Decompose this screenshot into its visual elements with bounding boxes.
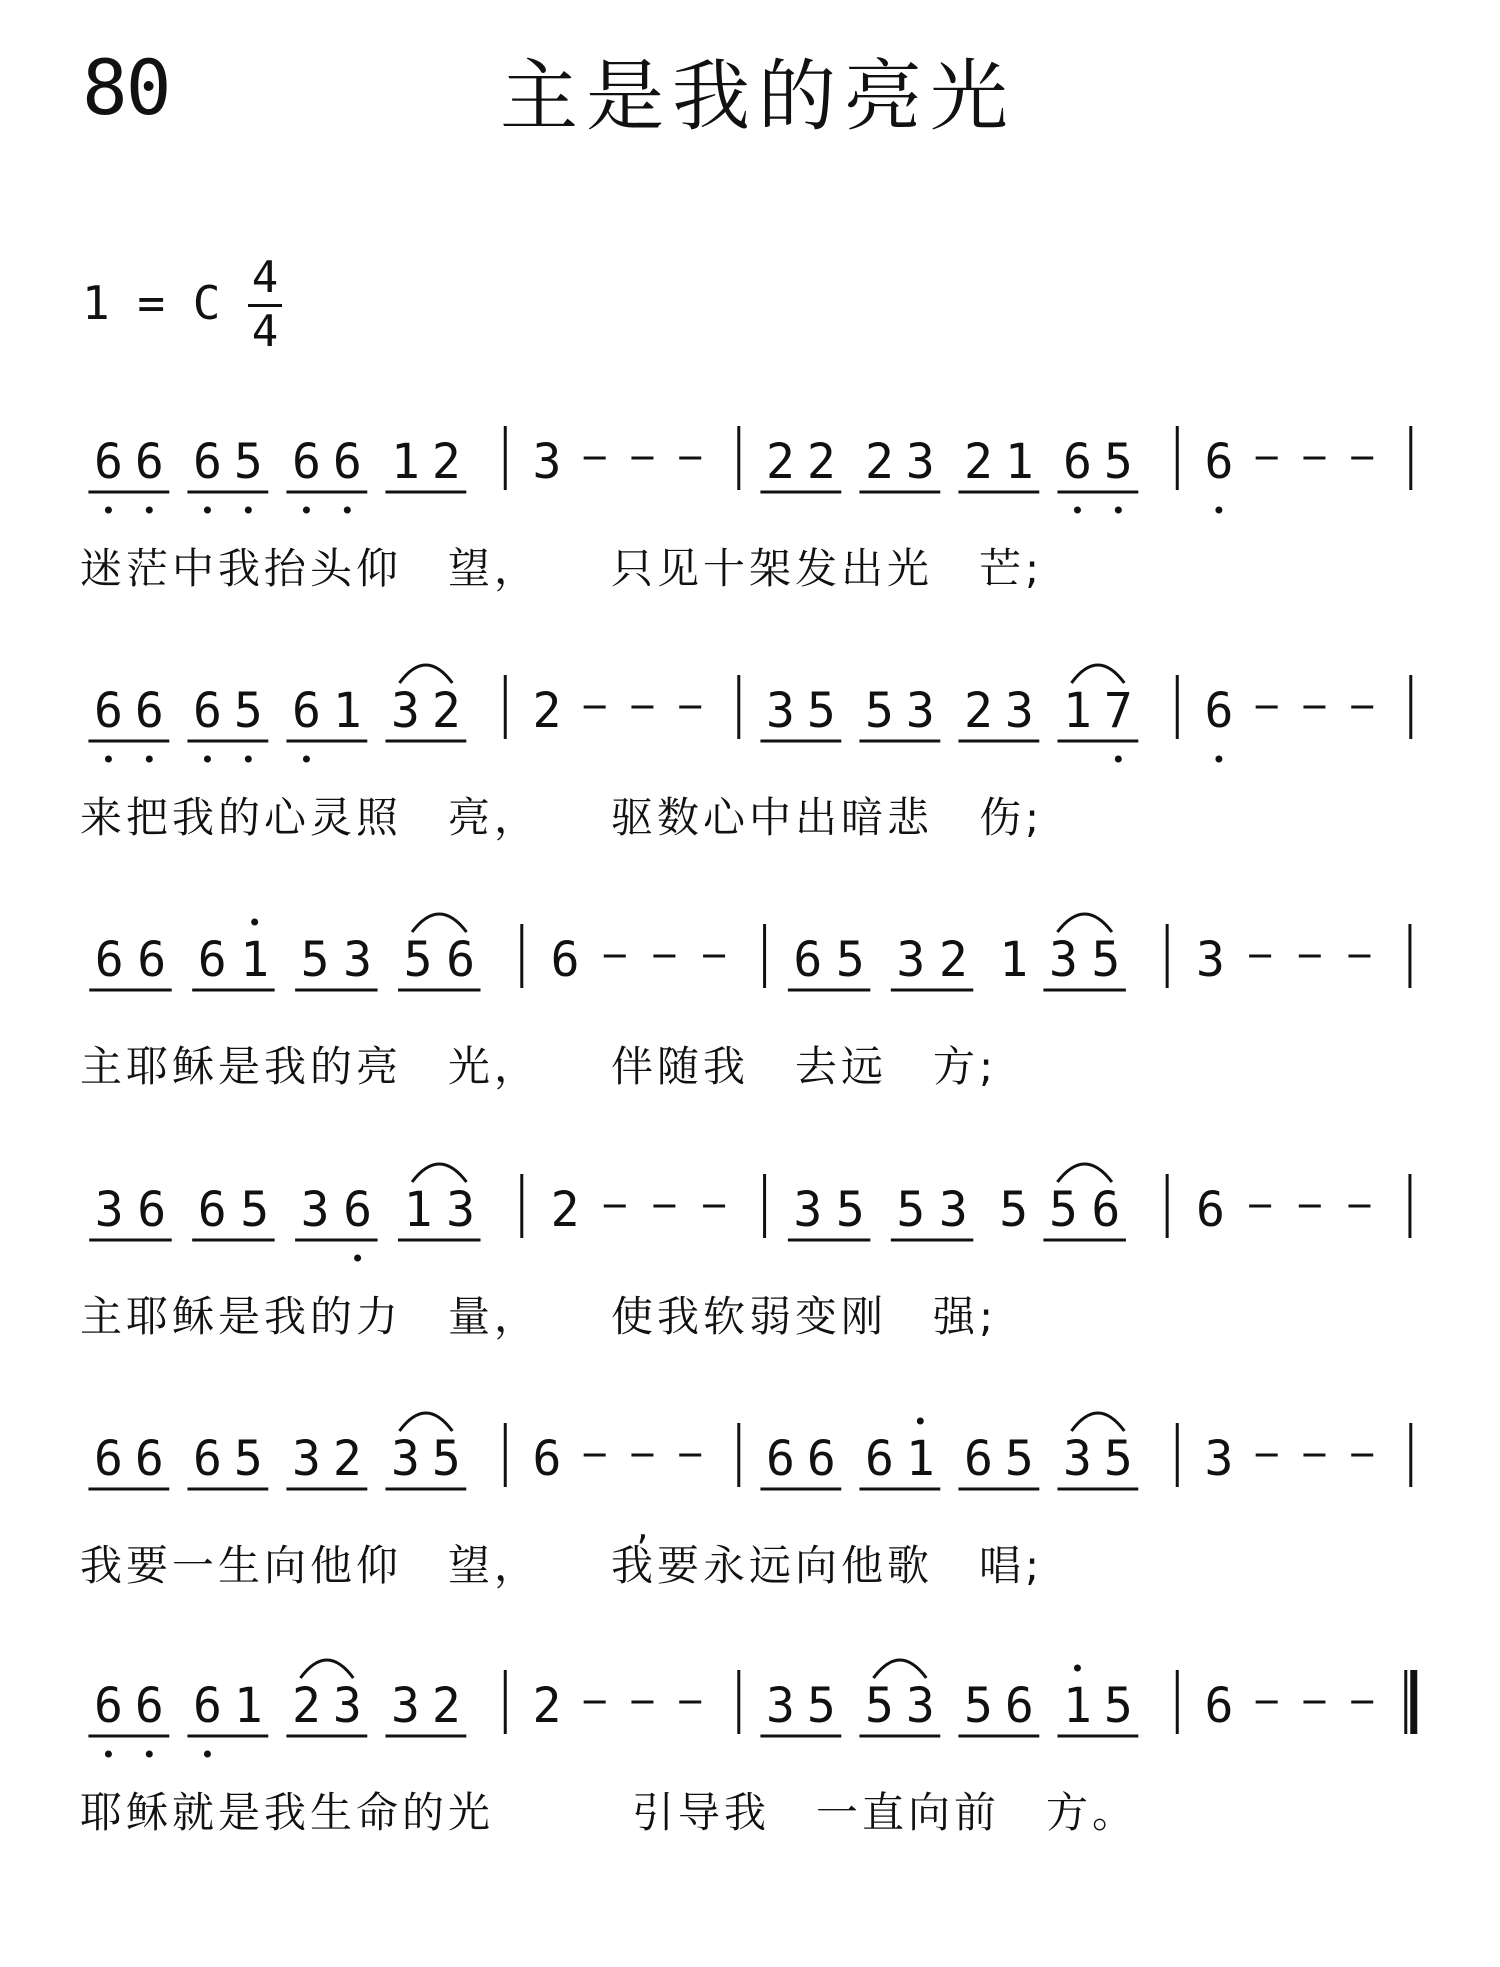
note: 2 — [431, 683, 461, 739]
note: 3 — [332, 1678, 362, 1734]
note: 6 — [93, 1431, 123, 1487]
note: 3 — [896, 932, 926, 988]
note: 3 — [391, 683, 420, 739]
note: 5 — [896, 1182, 926, 1238]
note: 3 — [905, 434, 935, 490]
note: 5 — [1103, 1678, 1133, 1734]
note: 5 — [240, 1182, 270, 1238]
note: 5 — [1091, 932, 1121, 988]
note: 2 — [806, 434, 836, 490]
note: 6 — [137, 1182, 167, 1238]
note: 6 — [343, 1182, 373, 1238]
note: 5 — [963, 1678, 993, 1734]
note: 1 — [999, 932, 1029, 988]
low-octave-dot — [146, 1751, 153, 1758]
note: 6 — [192, 1678, 222, 1734]
note: 3 — [532, 434, 562, 490]
note: 6 — [134, 1431, 164, 1487]
note: 3 — [765, 1678, 795, 1734]
note: 5 — [233, 434, 263, 490]
note: 3 — [1063, 1431, 1092, 1487]
low-octave-dot — [245, 756, 252, 763]
slur — [412, 914, 466, 932]
note: 6 — [192, 683, 222, 739]
note: 6 — [197, 932, 227, 988]
note: 5 — [806, 683, 836, 739]
note: 3 — [793, 1182, 823, 1238]
slur — [399, 1413, 452, 1431]
slur — [1071, 1413, 1124, 1431]
note: 5 — [1103, 1431, 1133, 1487]
note: 2 — [532, 683, 562, 739]
note: 6 — [93, 683, 123, 739]
low-octave-dot — [303, 756, 310, 763]
slur — [300, 1660, 353, 1678]
note: 7 — [1103, 683, 1133, 739]
note: 3 — [391, 1431, 420, 1487]
low-octave-dot — [1074, 507, 1081, 514]
note: 5 — [835, 1182, 865, 1238]
note: 3 — [938, 1182, 968, 1238]
note: 6 — [765, 1431, 795, 1487]
note: 5 — [1004, 1431, 1034, 1487]
note: 5 — [864, 1678, 894, 1734]
slur — [1057, 914, 1111, 932]
note: 3 — [765, 683, 795, 739]
note: 6 — [291, 434, 321, 490]
note: 5 — [233, 1431, 263, 1487]
note: 2 — [431, 1678, 461, 1734]
note: 3 — [391, 1678, 420, 1734]
note: 2 — [765, 434, 795, 490]
note: 2 — [550, 1182, 580, 1238]
note: 6 — [291, 683, 321, 739]
note: 6 — [134, 434, 164, 490]
low-octave-dot — [105, 507, 112, 514]
note: 1 — [403, 1182, 433, 1238]
note: 6 — [93, 1678, 123, 1734]
lyrics-line: 来把我的心灵照 亮， 驱数心中出暗悲 伤; — [80, 793, 1044, 842]
note: 2 — [963, 434, 993, 490]
note: 5 — [806, 1678, 836, 1734]
slur — [1071, 665, 1124, 683]
note: 1 — [332, 683, 362, 739]
note: 5 — [431, 1431, 461, 1487]
time-signature-top: 4 — [251, 252, 279, 303]
note: 3 — [291, 1431, 321, 1487]
note: 2 — [938, 932, 968, 988]
note: 6 — [134, 683, 164, 739]
note: 6 — [192, 434, 222, 490]
slur — [1057, 1164, 1111, 1182]
note: 1 — [905, 1431, 935, 1487]
note: 6 — [806, 1431, 836, 1487]
note: 6 — [1204, 1678, 1234, 1734]
note: 3 — [1195, 932, 1225, 988]
note: 6 — [134, 1678, 164, 1734]
note: 6 — [963, 1431, 993, 1487]
low-octave-dot — [1115, 507, 1122, 514]
note: 6 — [1204, 683, 1234, 739]
note: 6 — [192, 1431, 222, 1487]
note: 6 — [1204, 434, 1234, 490]
note: 6 — [864, 1431, 894, 1487]
low-octave-dot — [105, 756, 112, 763]
lyrics-line: 耶稣就是我生命的光 引导我 一直向前 方。 — [80, 1788, 1139, 1837]
low-octave-dot — [146, 756, 153, 763]
hymn-title: 主是我的亮光 — [500, 52, 1017, 142]
note: 6 — [1195, 1182, 1225, 1238]
note: 5 — [403, 932, 433, 988]
note: 3 — [446, 1182, 475, 1238]
note: 2 — [963, 683, 993, 739]
note: 5 — [300, 932, 330, 988]
low-octave-dot — [303, 507, 310, 514]
note: 6 — [793, 932, 823, 988]
note: 6 — [137, 932, 167, 988]
note: 6 — [1091, 1182, 1121, 1238]
note: 6 — [197, 1182, 227, 1238]
low-octave-dot — [354, 1255, 361, 1262]
low-octave-dot — [1215, 507, 1222, 514]
slur — [399, 665, 452, 683]
low-octave-dot — [204, 756, 211, 763]
lyrics-line: 迷茫中我抬头仰 望， 只见十架发出光 芒; — [80, 544, 1044, 593]
note: 1 — [391, 434, 420, 490]
note: 6 — [1004, 1678, 1034, 1734]
note: 5 — [864, 683, 894, 739]
note: 6 — [550, 932, 580, 988]
low-octave-dot — [1215, 756, 1222, 763]
note: 2 — [332, 1431, 362, 1487]
note: 6 — [1063, 434, 1092, 490]
low-octave-dot — [146, 507, 153, 514]
lyrics-line: 我要一生向他仰 望， 我要永远向他歌 唱; — [80, 1541, 1044, 1590]
low-octave-dot — [204, 507, 211, 514]
note: 3 — [905, 683, 935, 739]
note: 3 — [94, 1182, 124, 1238]
low-octave-dot — [105, 1751, 112, 1758]
low-octave-dot — [204, 1751, 211, 1758]
note: 5 — [1048, 1182, 1078, 1238]
note: 3 — [1048, 932, 1078, 988]
note: 5 — [233, 683, 263, 739]
note: 6 — [93, 434, 123, 490]
note: 6 — [94, 932, 124, 988]
high-octave-dot — [917, 1418, 924, 1425]
note: 3 — [1004, 683, 1034, 739]
high-octave-dot — [251, 919, 258, 926]
note: 2 — [864, 434, 894, 490]
note: 2 — [431, 434, 461, 490]
note: 6 — [332, 434, 362, 490]
note: 3 — [300, 1182, 330, 1238]
low-octave-dot — [245, 507, 252, 514]
note: 1 — [1004, 434, 1034, 490]
note: 3 — [905, 1678, 935, 1734]
note: 1 — [1063, 1678, 1092, 1734]
breath-mark: , — [633, 1509, 653, 1547]
note: 1 — [240, 932, 270, 988]
note: 3 — [343, 932, 373, 988]
note: 5 — [1103, 434, 1133, 490]
note: 2 — [532, 1678, 562, 1734]
note: 2 — [291, 1678, 321, 1734]
high-octave-dot — [1074, 1665, 1081, 1672]
low-octave-dot — [1115, 756, 1122, 763]
slur — [873, 1660, 926, 1678]
key-signature: 1 = C — [82, 276, 221, 330]
lyrics-line: 主耶稣是我的亮 光， 伴随我 去远 方; — [80, 1042, 998, 1091]
note: 1 — [233, 1678, 263, 1734]
hymn-number: 80 — [82, 43, 170, 132]
note: 3 — [1204, 1431, 1234, 1487]
time-signature-bottom: 4 — [251, 306, 279, 357]
note: 5 — [835, 932, 865, 988]
lyrics-line: 主耶稣是我的力 量， 使我软弱变刚 强; — [80, 1292, 998, 1341]
note: 6 — [532, 1431, 562, 1487]
slur — [412, 1164, 466, 1182]
note: 5 — [999, 1182, 1029, 1238]
low-octave-dot — [344, 507, 351, 514]
note: 1 — [1063, 683, 1092, 739]
note: 6 — [446, 932, 475, 988]
